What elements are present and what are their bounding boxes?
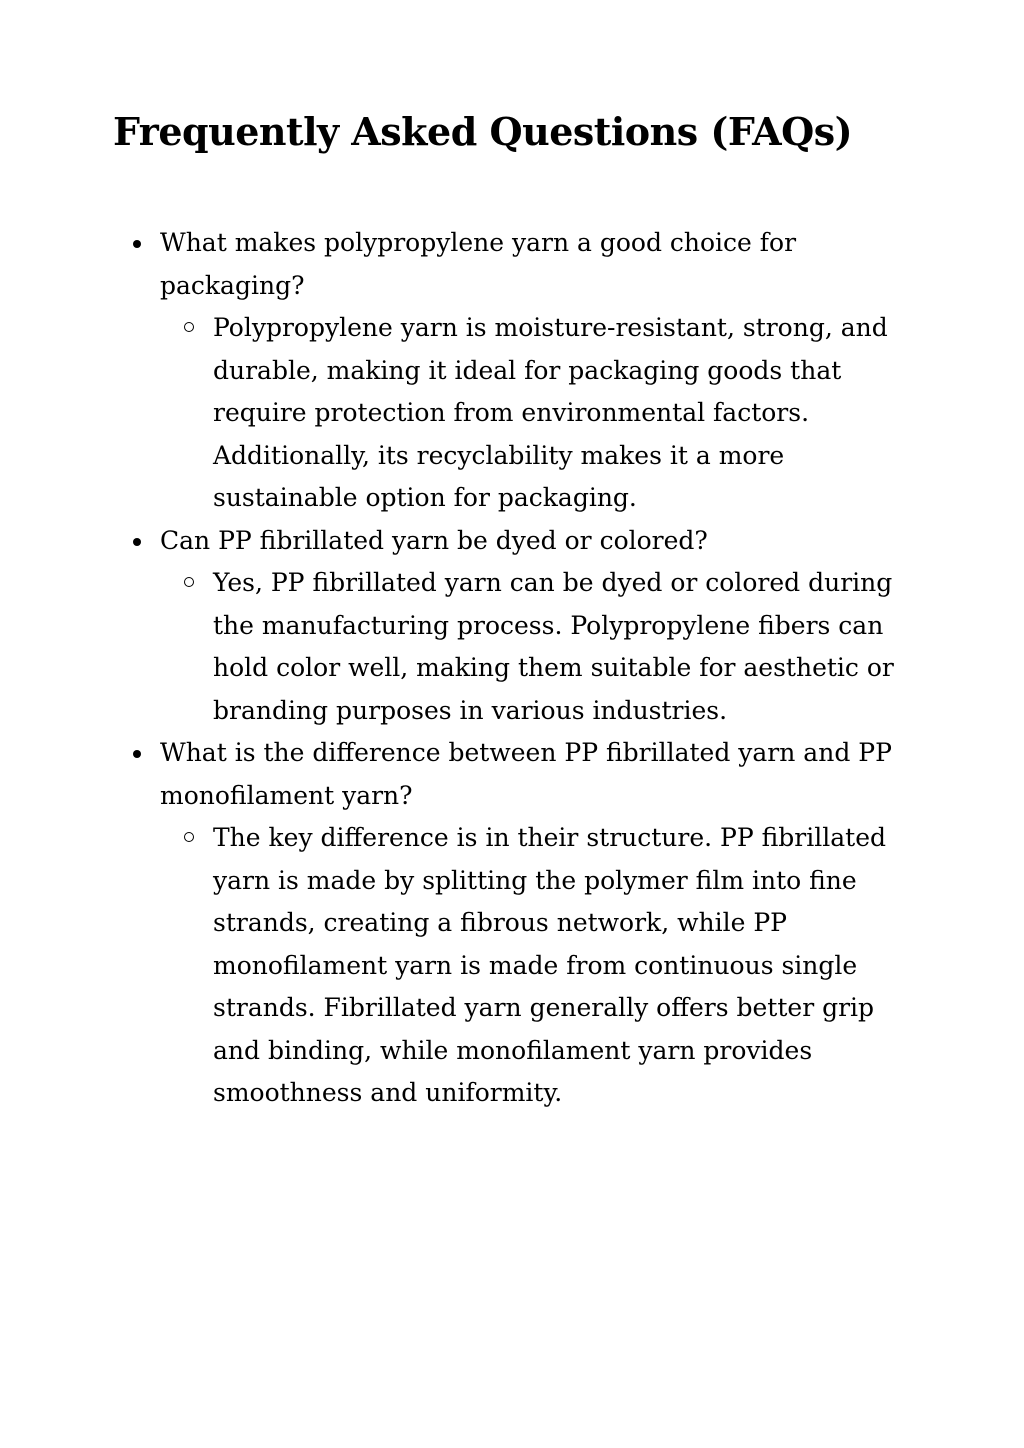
faq-question: What is the difference between PP fibrillated yarn and PP monofilament yarn? xyxy=(160,738,892,810)
faq-answer-list xyxy=(160,562,913,732)
bullet-disc-icon xyxy=(133,750,141,758)
faq-item xyxy=(113,520,913,733)
bullet-disc-icon xyxy=(133,240,141,248)
faq-question: What makes polypropylene yarn a good choice for packaging? xyxy=(160,228,797,300)
faq-answer-item xyxy=(160,562,913,732)
bullet-circle-icon xyxy=(184,577,194,587)
bullet-circle-icon xyxy=(184,832,194,842)
faq-answer-list xyxy=(160,817,913,1115)
faq-answer: Yes, PP fibrillated yarn can be dyed or colored during the manufacturing process. Polypropylene fibers can hold color well, making them suitable for aesthetic or branding purposes in various industries. xyxy=(213,568,894,725)
faq-answer: The key difference is in their structure. PP fibrillated yarn is made by splitting the polymer film into fine strands, creating a fibrous network, while PP monofilament yarn is made from continuous single strands. Fibrillated yarn generally offers better grip and binding, while monofilament yarn provides smoothness and uniformity. xyxy=(213,823,886,1107)
faq-document xyxy=(113,104,933,1115)
bullet-circle-icon xyxy=(184,322,194,332)
faq-question: Can PP fibrillated yarn be dyed or colored? xyxy=(160,525,708,555)
faq-list xyxy=(113,222,913,1115)
faq-answer-list xyxy=(160,307,913,520)
faq-item xyxy=(113,222,913,520)
faq-item xyxy=(113,732,913,1115)
bullet-disc-icon xyxy=(133,538,141,546)
faq-answer: Polypropylene yarn is moisture-resistant, strong, and durable, making it ideal for packaging goods that require protection from environmental factors. Additionally, its recyclability makes it a more sustainable option for packaging. xyxy=(213,313,888,512)
page-title: Frequently Asked Questions (FAQs) xyxy=(113,109,853,154)
faq-answer-item xyxy=(160,817,913,1115)
faq-answer-item xyxy=(160,307,913,520)
